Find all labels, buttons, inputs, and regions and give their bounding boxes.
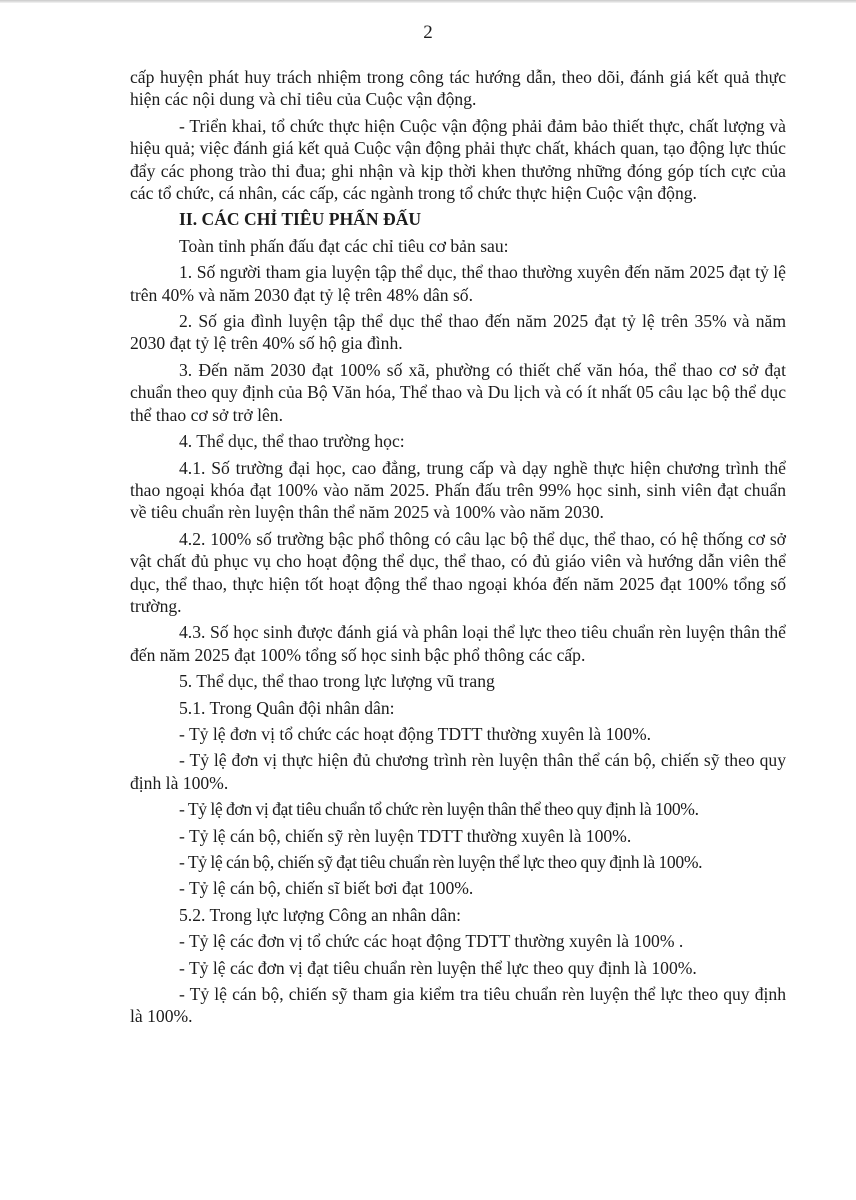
police-target-3: - Tỷ lệ cán bộ, chiến sỹ tham gia kiểm tra tiêu chuẩn rèn luyện thể lực theo quy định là 100%. [130, 984, 786, 1027]
scan-edge [0, 0, 856, 3]
police-target-1: - Tỷ lệ các đơn vị tổ chức các hoạt động TDTT thường xuyên là 100% . [179, 931, 684, 952]
target-item-4-2: 4.2. 100% số trường bậc phổ thông có câu lạc bộ thể dục, thể thao, có hệ thống cơ sở vật chất đủ phục vụ cho hoạt động thể dục, thể thao, có đủ giáo viên và hướng dẫn viên thể dục, thể thao, thực hiện tốt hoạt động thể thao ngoại khóa đến năm 2025 đạt 100% tổng số trường. [130, 528, 786, 616]
paragraph-implementation: - Triển khai, tổ chức thực hiện Cuộc vận động phải đảm bảo thiết thực, chất lượng và hiệu quả; việc đánh giá kết quả Cuộc vận động phải thực chất, khách quan, tạo động lực thúc đẩy các phong trào thi đua; ghi nhận và kịp thời khen thưởng những đóng góp tích cực của các tổ chức, cá nhân, các cấp, các ngành trong tổ chức thực hiện Cuộc vận động. [130, 115, 786, 204]
target-item-5-1: 5.1. Trong Quân đội nhân dân: [179, 697, 395, 718]
army-target-2: - Tỷ lệ đơn vị thực hiện đủ chương trình rèn luyện thân thể cán bộ, chiến sỹ theo quy định là 100%. [130, 750, 786, 793]
paragraph-intro: Toàn tỉnh phấn đấu đạt các chỉ tiêu cơ bản sau: [179, 235, 509, 256]
target-item-1: 1. Số người tham gia luyện tập thể dục, thể thao thường xuyên đến năm 2025 đạt tỷ lệ trên 40% và năm 2030 đạt tỷ lệ trên 48% dân số. [130, 262, 786, 305]
section-heading: II. CÁC CHỈ TIÊU PHẤN ĐẤU [179, 209, 422, 230]
target-item-3: 3. Đến năm 2030 đạt 100% số xã, phường có thiết chế văn hóa, thể thao cơ sở đạt chuẩn theo quy định của Bộ Văn hóa, Thể thao và Du lịch và có ít nhất 05 câu lạc bộ thể dục thể thao cơ sở trở lên. [130, 359, 786, 425]
army-target-3: - Tỷ lệ đơn vị đạt tiêu chuẩn tổ chức rèn luyện thân thể theo quy định là 100%. [179, 799, 699, 820]
target-item-4: 4. Thể dục, thể thao trường học: [179, 431, 405, 452]
target-item-4-3: 4.3. Số học sinh được đánh giá và phân loại thể lực theo tiêu chuẩn rèn luyện thân thể đến năm 2025 đạt 100% tổng số học sinh bậc phổ thông các cấp. [130, 622, 786, 665]
target-item-2: 2. Số gia đình luyện tập thể dục thể thao đến năm 2025 đạt tỷ lệ trên 35% và năm 2030 đạt tỷ lệ trên 40% số hộ gia đình. [130, 311, 786, 354]
target-item-5-2: 5.2. Trong lực lượng Công an nhân dân: [179, 904, 462, 925]
police-target-2: - Tỷ lệ các đơn vị đạt tiêu chuẩn rèn luyện thể lực theo quy định là 100%. [179, 957, 697, 978]
target-item-5: 5. Thể dục, thể thao trong lực lượng vũ trang [179, 671, 495, 692]
target-item-4-1: 4.1. Số trường đại học, cao đẳng, trung cấp và dạy nghề thực hiện chương trình thể thao ngoại khóa đạt 100% vào năm 2025. Phấn đấu trên 99% học sinh, sinh viên đạt chuẩn về tiêu chuẩn rèn luyện thân thể năm 2025 và 100% vào năm 2030. [130, 457, 786, 523]
page-number: 2 [423, 22, 433, 43]
army-target-4: - Tỷ lệ cán bộ, chiến sỹ rèn luyện TDTT thường xuyên là 100%. [179, 825, 632, 846]
army-target-1: - Tỷ lệ đơn vị tổ chức các hoạt động TDTT thường xuyên là 100%. [179, 723, 652, 744]
army-target-5: - Tỷ lệ cán bộ, chiến sỹ đạt tiêu chuẩn rèn luyện thể lực theo quy định là 100%. [179, 852, 703, 872]
army-target-6: - Tỷ lệ cán bộ, chiến sĩ biết bơi đạt 100%. [179, 878, 474, 899]
document-body [130, 66, 786, 1032]
paragraph-continuation: cấp huyện phát huy trách nhiệm trong công tác hướng dẫn, theo dõi, đánh giá kết quả thực hiện các nội dung và chỉ tiêu của Cuộc vận động. [130, 67, 786, 110]
